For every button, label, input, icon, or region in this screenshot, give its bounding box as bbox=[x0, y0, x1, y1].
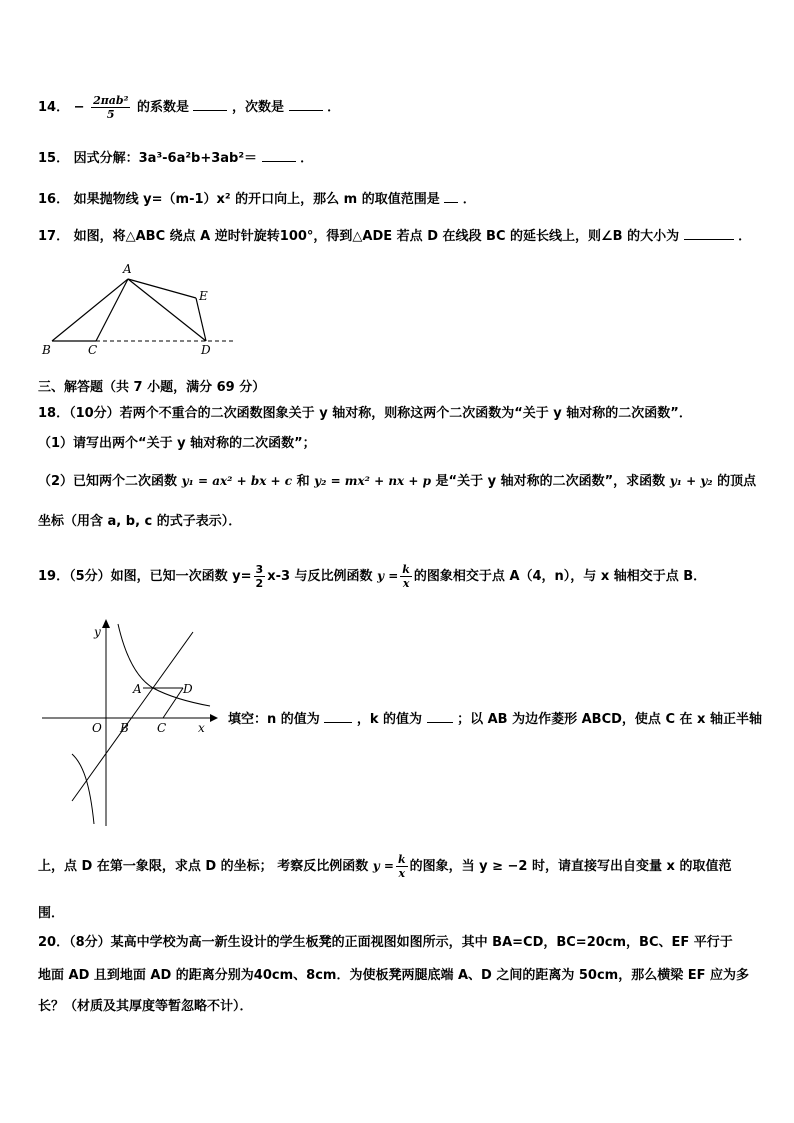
q18-head: 18．（10分）若两个不重合的二次函数图象关于 y 轴对称，则称这两个二次函数为“关于 y 轴对称的二次函数”． bbox=[38, 406, 692, 421]
q14-frac-den: 5 bbox=[106, 108, 115, 121]
q17-figure bbox=[38, 258, 248, 358]
q19-label-c: C bbox=[157, 721, 167, 735]
q19-head bbox=[38, 562, 706, 591]
q19-frac3-den: x bbox=[398, 867, 406, 880]
q16-end: ． bbox=[462, 192, 476, 207]
q14-frac-num: 2πab² bbox=[93, 94, 129, 107]
q19-frac3-num: k bbox=[397, 853, 406, 866]
q18-part-2-cont: 坐标（用含 a, b, c 的式子表示）． bbox=[38, 514, 242, 529]
q14-sep: ，次数是 bbox=[232, 100, 285, 115]
q17-label-c: C bbox=[88, 343, 98, 357]
q19-frac2-num: k bbox=[402, 563, 410, 576]
q14-minus: − bbox=[73, 100, 85, 115]
q17-label-e: E bbox=[199, 289, 208, 303]
q19-fill-b: ，k 的值为 bbox=[356, 712, 423, 727]
q19-blank-n[interactable] bbox=[324, 710, 352, 723]
q19-y-eq: y = bbox=[377, 569, 399, 583]
q17-number: 17． bbox=[38, 229, 70, 244]
q19-frac-2 bbox=[400, 563, 412, 590]
q19-head-c: 的图象相交于点 A（4，n），与 x 轴相交于点 B． bbox=[413, 569, 707, 584]
q16-blank[interactable] bbox=[444, 190, 458, 203]
section-3-title: 三、解答题（共 7 小题，满分 69 分） bbox=[38, 380, 266, 395]
q19-label-o: O bbox=[92, 721, 102, 735]
q19-line2-a: 上，点 D 在第一象限，求点 D 的坐标； 考察反比例函数 bbox=[38, 859, 369, 874]
q14-blank-1[interactable] bbox=[193, 98, 227, 111]
q19-head-a: 19．（5分）如图，已知一次函数 y= bbox=[38, 569, 252, 584]
q18-part-2 bbox=[38, 471, 756, 492]
question-14 bbox=[38, 94, 340, 122]
q19-head-b: x-3 与反比例函数 bbox=[267, 569, 373, 584]
q20-line-3: 长？（材质及其厚度等暂忽略不计）． bbox=[38, 999, 253, 1014]
q15-end: ． bbox=[300, 151, 314, 166]
q19-frac-3 bbox=[396, 853, 408, 880]
q17-label-a: A bbox=[123, 262, 132, 276]
q17-blank[interactable] bbox=[684, 227, 734, 240]
q19-label-b: B bbox=[120, 721, 129, 735]
q19-frac1-num: 3 bbox=[255, 563, 264, 576]
question-15 bbox=[38, 149, 313, 169]
q18-y2: y₂ = mx² + nx + p bbox=[314, 474, 431, 488]
q18-y1: y₁ = ax² + bx + c bbox=[181, 474, 293, 488]
q16-number: 16． bbox=[38, 192, 70, 207]
q19-label-x: x bbox=[198, 721, 205, 735]
q19-fill-c: ；以 AB 为边作菱形 ABCD，使点 C 在 x 轴正半轴 bbox=[457, 712, 762, 727]
q19-label-y: y bbox=[94, 625, 101, 639]
q19-figure bbox=[38, 614, 218, 829]
q19-frac-1 bbox=[254, 563, 266, 590]
q20-line-1: 20．（8分）某高中学校为高一新生设计的学生板凳的正面视图如图所示，其中 BA=CD，BC=20cm，BC、EF 平行于 bbox=[38, 935, 733, 950]
q19-fill-a: 填空：n 的值为 bbox=[228, 712, 320, 727]
q18-p2a: （2）已知两个二次函数 bbox=[38, 474, 178, 489]
q18-and: 和 bbox=[296, 474, 310, 489]
q18-sum: y₁ + y₂ bbox=[669, 474, 713, 488]
q18-p2c: 的顶点 bbox=[717, 474, 757, 489]
q19-frac1-den: 2 bbox=[255, 577, 264, 590]
q19-line-3: 围． bbox=[38, 906, 65, 921]
q19-y-eq-2: y = bbox=[372, 859, 394, 873]
q14-text: 的系数是 bbox=[136, 100, 189, 115]
q19-line2-b: 的图象，当 y ≥ −2 时，请直接写出自变量 x 的取值范 bbox=[409, 859, 732, 874]
q14-number: 14． bbox=[38, 100, 70, 115]
q17-text: 如图，将△ABC 绕点 A 逆时针旋转100°，得到△ADE 若点 D 在线段 BC 的延长线上，则∠B 的大小为 bbox=[73, 229, 680, 244]
q19-frac2-den: x bbox=[402, 577, 410, 590]
q16-text: 如果抛物线 y=（m-1）x² 的开口向上，那么 m 的取值范围是 bbox=[73, 192, 440, 207]
q17-label-d: D bbox=[201, 343, 211, 357]
question-16 bbox=[38, 190, 476, 210]
q14-blank-2[interactable] bbox=[289, 98, 323, 111]
q19-label-a: A bbox=[133, 682, 142, 696]
q19-line-2 bbox=[38, 852, 731, 881]
q15-text: 因式分解：3a³-6a²b+3ab²＝ bbox=[73, 151, 258, 166]
q14-fraction bbox=[91, 94, 130, 121]
question-17 bbox=[38, 227, 751, 247]
q19-label-d: D bbox=[183, 682, 193, 696]
q17-end: ． bbox=[738, 229, 752, 244]
q18-p2b: 是“关于 y 轴对称的二次函数”，求函数 bbox=[435, 474, 666, 489]
q19-blank-k[interactable] bbox=[427, 710, 453, 723]
q15-number: 15． bbox=[38, 151, 70, 166]
q20-line-2: 地面 AD 且到地面 AD 的距离分别为40cm、8cm．为使板凳两腿底端 A、D 之间的距离为 50cm，那么横梁 EF 应为多 bbox=[38, 968, 750, 983]
q17-label-b: B bbox=[42, 343, 51, 357]
q15-blank[interactable] bbox=[262, 149, 296, 162]
q14-end: ． bbox=[327, 100, 341, 115]
q19-fill bbox=[228, 710, 762, 730]
q18-part-1: （1）请写出两个“关于 y 轴对称的二次函数”； bbox=[38, 436, 316, 451]
